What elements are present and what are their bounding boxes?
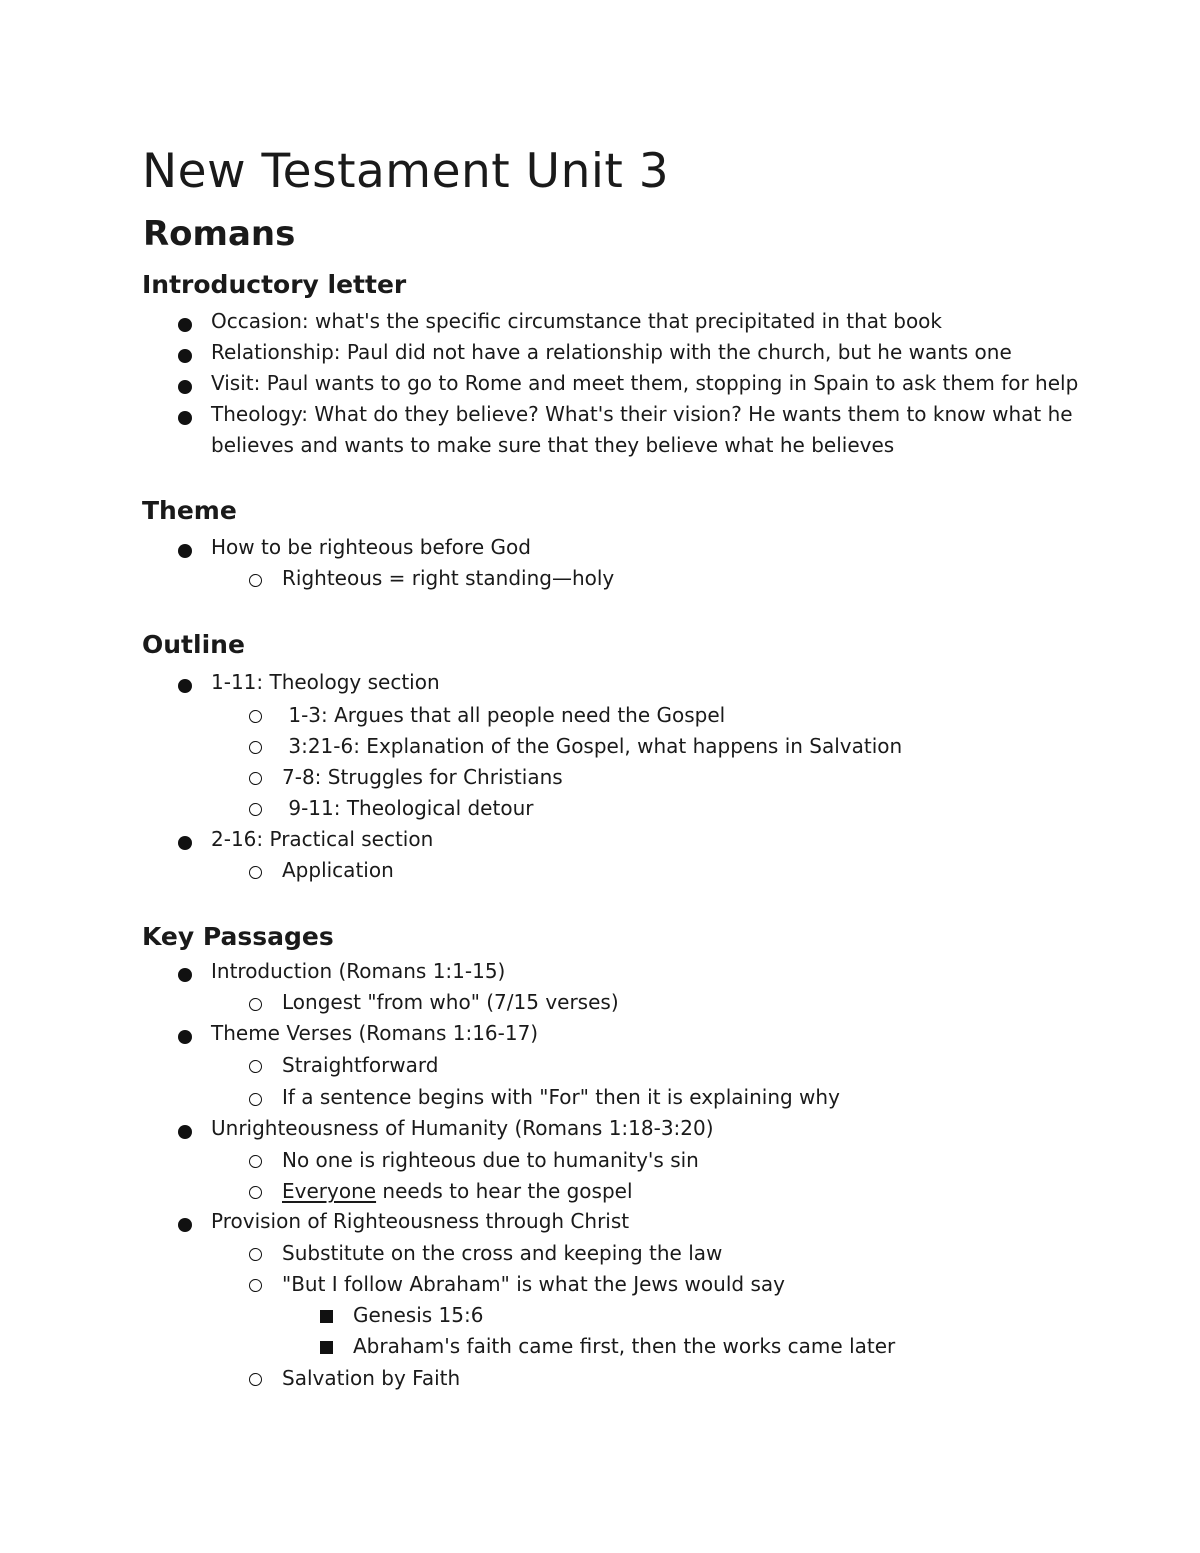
list-item-continuation: believes and wants to make sure that they believe what he believes xyxy=(211,433,895,457)
list-item: Genesis 15:6 xyxy=(353,1303,484,1327)
section-title-romans: Romans xyxy=(143,214,296,254)
bullet-circle-icon xyxy=(249,1279,262,1292)
bullet-disc-icon xyxy=(178,349,192,363)
list-item: "But I follow Abraham" is what the Jews would say xyxy=(282,1272,785,1296)
bullet-disc-icon xyxy=(178,1030,192,1044)
heading-key-passages: Key Passages xyxy=(142,922,334,951)
list-item: 2-16: Practical section xyxy=(211,827,434,851)
bullet-circle-icon xyxy=(249,803,262,816)
bullet-square-icon xyxy=(320,1341,333,1354)
list-item: 7-8: Struggles for Christians xyxy=(282,765,563,789)
list-item: 9-11: Theological detour xyxy=(282,796,534,820)
bullet-circle-icon xyxy=(249,1373,262,1386)
list-item: 1-11: Theology section xyxy=(211,670,440,694)
bullet-circle-icon xyxy=(249,574,262,587)
list-item: 3:21-6: Explanation of the Gospel, what happens in Salvation xyxy=(282,734,903,758)
bullet-circle-icon xyxy=(249,1093,262,1106)
list-item: How to be righteous before God xyxy=(211,535,531,559)
list-item: Salvation by Faith xyxy=(282,1366,461,1390)
document-title: New Testament Unit 3 xyxy=(142,144,670,199)
list-item: Substitute on the cross and keeping the law xyxy=(282,1241,723,1265)
bullet-circle-icon xyxy=(249,741,262,754)
list-item: Relationship: Paul did not have a relationship with the church, but he wants one xyxy=(211,340,1012,364)
heading-theme: Theme xyxy=(142,496,237,525)
list-item: Introduction (Romans 1:1-15) xyxy=(211,959,506,983)
bullet-disc-icon xyxy=(178,318,192,332)
list-item: Visit: Paul wants to go to Rome and meet them, stopping in Spain to ask them for help xyxy=(211,371,1079,395)
bullet-circle-icon xyxy=(249,1186,262,1199)
list-item: Righteous = right standing—holy xyxy=(282,566,615,590)
bullet-disc-icon xyxy=(178,1218,192,1232)
list-item: Longest "from who" (7/15 verses) xyxy=(282,990,619,1014)
bullet-disc-icon xyxy=(178,411,192,425)
bullet-circle-icon xyxy=(249,1248,262,1261)
bullet-disc-icon xyxy=(178,380,192,394)
bullet-circle-icon xyxy=(249,1155,262,1168)
heading-introductory-letter: Introductory letter xyxy=(142,270,407,299)
bullet-disc-icon xyxy=(178,1125,192,1139)
list-item: Theology: What do they believe? What's their vision? He wants them to know what he xyxy=(211,402,1073,426)
list-item: Occasion: what's the specific circumstance that precipitated in that book xyxy=(211,309,942,333)
heading-outline: Outline xyxy=(142,630,245,659)
bullet-circle-icon xyxy=(249,1060,262,1073)
list-item: Theme Verses (Romans 1:16-17) xyxy=(211,1021,539,1045)
bullet-disc-icon xyxy=(178,968,192,982)
list-item: Application xyxy=(282,858,394,882)
list-item-text: needs to hear the gospel xyxy=(376,1179,633,1203)
bullet-circle-icon xyxy=(249,772,262,785)
bullet-disc-icon xyxy=(178,836,192,850)
bullet-disc-icon xyxy=(178,544,192,558)
bullet-disc-icon xyxy=(178,679,192,693)
list-item xyxy=(282,1179,633,1203)
bullet-circle-icon xyxy=(249,998,262,1011)
list-item: Unrighteousness of Humanity (Romans 1:18-3:20) xyxy=(211,1116,714,1140)
list-item: Abraham's faith came first, then the works came later xyxy=(353,1334,896,1358)
underlined-word: Everyone xyxy=(282,1179,377,1203)
bullet-circle-icon xyxy=(249,866,262,879)
list-item: 1-3: Argues that all people need the Gospel xyxy=(282,703,726,727)
list-item: Straightforward xyxy=(282,1053,439,1077)
bullet-square-icon xyxy=(320,1310,333,1323)
list-item: If a sentence begins with "For" then it is explaining why xyxy=(282,1085,840,1109)
bullet-circle-icon xyxy=(249,710,262,723)
list-item: Provision of Righteousness through Christ xyxy=(211,1209,630,1233)
list-item: No one is righteous due to humanity's sin xyxy=(282,1148,699,1172)
